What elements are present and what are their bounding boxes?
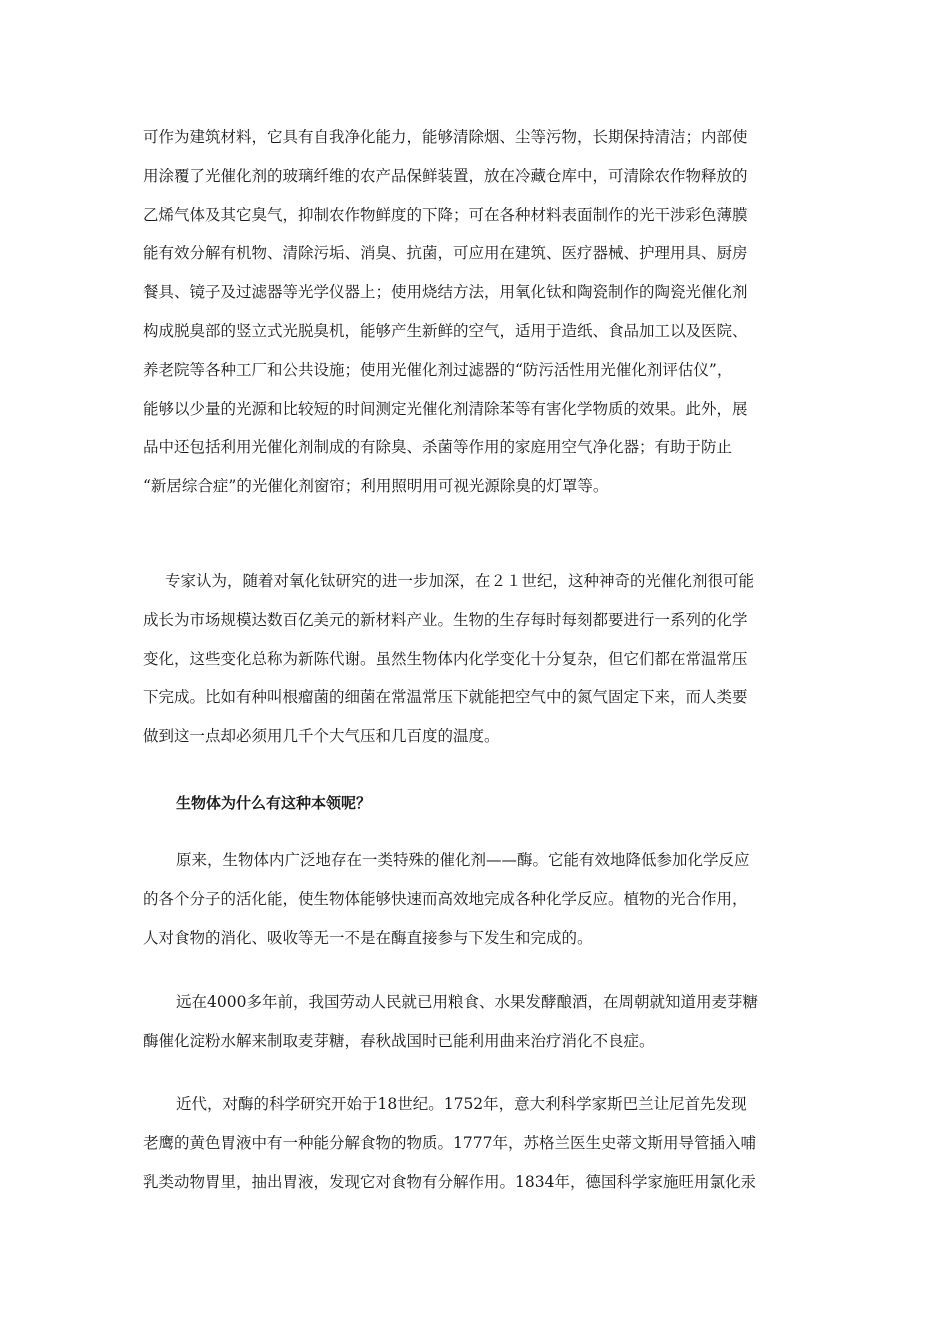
- text-line: 做到这一点却必须用几千个大气压和几百度的温度。: [143, 727, 500, 746]
- section-heading: [143, 784, 813, 823]
- text-line: “新居综合症”的光催化剂窗帘；利用照明用可视光源除臭的灯罩等。: [143, 477, 609, 496]
- text-line: 乙烯气体及其它臭气，抑制农作物鲜度的下降；可在各种材料表面制作的光干涉彩色薄膜: [143, 205, 748, 224]
- text-line: 变化，这些变化总称为新陈代谢。虽然生物体内化学变化十分复杂，但它们都在常温常压: [143, 649, 748, 668]
- text-line: 能有效分解有机物、清除污垢、消臭、抗菌，可应用在建筑、医疗器械、护理用具、厨房: [143, 244, 748, 263]
- paragraph-expert-opinion: [143, 562, 813, 756]
- text-line: 乳类动物胃里，抽出胃液，发现它对食物有分解作用。1834年，德国科学家施旺用氯化汞: [143, 1172, 756, 1191]
- heading-text: 生物体为什么有这种本领呢？: [176, 794, 372, 812]
- text-line: 养老院等各种工厂和公共设施；使用光催化剂过滤器的“防污活性用光催化剂评估仪”，: [143, 360, 733, 379]
- text-line: 近代，对酶的科学研究开始于18世纪。1752年，意大利科学家斯巴兰让尼首先发现: [176, 1095, 747, 1113]
- text-line: 远在4000多年前，我国劳动人民就已用粮食、水果发酵酿酒，在周朝就知道用麦芽糖: [176, 993, 758, 1011]
- paragraph-enzymes: [143, 841, 813, 957]
- text-line: 构成脱臭部的竖立式光脱臭机，能够产生新鲜的空气，适用于造纸、食品加工以及医院、: [143, 321, 748, 340]
- text-line: 品中还包括利用光催化剂制成的有除臭、杀菌等作用的家庭用空气净化器；有助于防止: [143, 438, 733, 457]
- text-line: 成长为市场规模达数百亿美元的新材料产业。生物的生存每时每刻都要进行一系列的化学: [143, 610, 748, 629]
- text-line: 酶催化淀粉水解来制取麦芽糖，春秋战国时已能利用曲来治疗消化不良症。: [143, 1031, 655, 1050]
- text-line: 餐具、镜子及过滤器等光学仪器上；使用烧结方法，用氧化钛和陶瓷制作的陶瓷光催化剂: [143, 283, 748, 302]
- paragraph-ancient-history: [143, 983, 813, 1061]
- text-line: 的各个分子的活化能，使生物体能够快速而高效地完成各种化学反应。植物的光合作用，: [143, 889, 748, 908]
- paragraph-modern-research: [143, 1085, 813, 1201]
- text-line: 老鹰的黄色胃液中有一种能分解食物的物质。1777年，苏格兰医生史蒂文斯用导管插入哺: [143, 1133, 756, 1152]
- text-line: 人对食物的消化、吸收等无一不是在酶直接参与下发生和完成的。: [143, 928, 593, 947]
- text-line: 用涂覆了光催化剂的玻璃纤维的农产品保鲜装置，放在冷藏仓库中，可清除农作物释放的: [143, 166, 748, 185]
- text-line: 原来，生物体内广泛地存在一类特殊的催化剂——酶。它能有效地降低参加化学反应: [176, 851, 750, 869]
- text-line: 下完成。比如有种叫根瘤菌的细菌在常温常压下就能把空气中的氮气固定下来，而人类要: [143, 688, 748, 707]
- paragraph-photocatalyst-applications: [143, 118, 813, 506]
- text-line: 可作为建筑材料，它具有自我净化能力，能够清除烟、尘等污物，长期保持清洁；内部使: [143, 128, 748, 146]
- text-line: 专家认为，随着对氧化钛研究的进一步加深，在２１世纪，这种神奇的光催化剂很可能: [165, 572, 755, 590]
- text-line: 能够以少量的光源和比较短的时间测定光催化剂清除苯等有害化学物质的效果。此外，展: [143, 399, 748, 418]
